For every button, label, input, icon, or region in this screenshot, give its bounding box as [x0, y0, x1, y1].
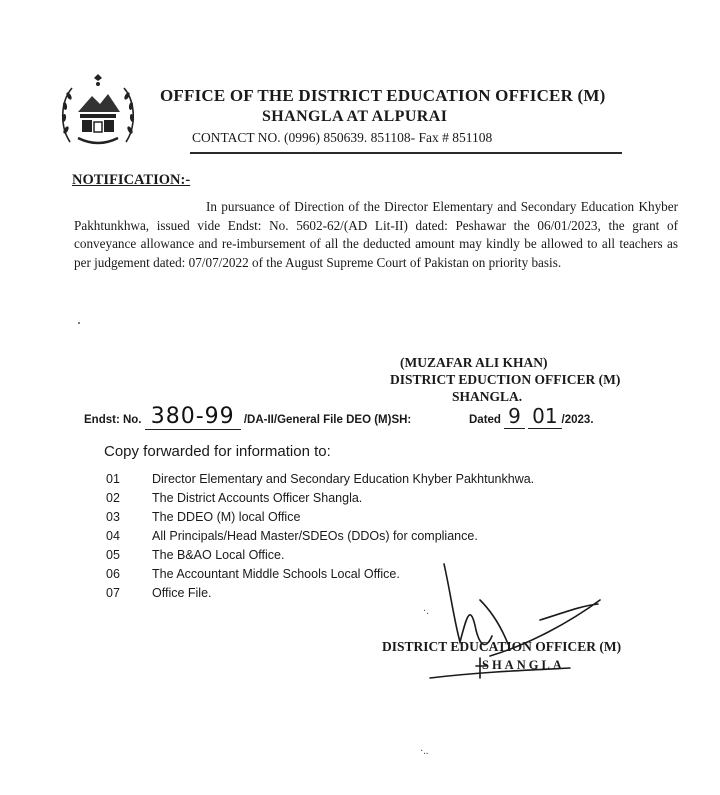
list-item-number: 04: [106, 529, 120, 543]
signatory-designation: DISTRICT EDUCTION OFFICER (M): [390, 372, 621, 387]
list-item-text: Office File.: [152, 586, 212, 600]
footer-signatory-designation: DISTRICT EDUCATION OFFICER (M): [382, 639, 622, 654]
dated-line: [469, 404, 594, 428]
ink-dot: [78, 322, 80, 324]
letterhead-divider: [190, 152, 622, 154]
office-contact: CONTACT NO. (0996) 850639. 851108- Fax # 851108: [192, 130, 493, 145]
endst-suffix: /DA-II/General File DEO (M)SH:: [243, 414, 412, 426]
signatory-place: SHANGLA.: [452, 389, 523, 404]
list-item-text: The B&AO Local Office.: [152, 548, 285, 562]
dated-month-handwritten: 01: [528, 404, 561, 429]
ink-mark: ·.: [423, 606, 429, 617]
footer-signatory-block: [382, 638, 621, 674]
endst-prefix: Endst: No.: [84, 414, 142, 426]
footer-signatory-place: SHANGLA: [482, 658, 565, 672]
dated-year: /2023.: [561, 414, 594, 426]
office-title: OFFICE OF THE DISTRICT EDUCATION OFFICER (M): [160, 86, 606, 105]
list-item-number: 05: [106, 548, 120, 562]
notification-body-rest: Education Khyber Pakhtunkhwa, issued vide Endst: No. 5602-62/(AD Lit-II) dated: Peshawar the 06/01/2023, the grant of conveyance allowance and re-imbursement of all the deducted amount may kindly be allowed to all teachers as per judgement dated: 07/07/2022 of the August Supreme Court of Pakistan on priority basis.: [74, 199, 678, 271]
list-item-text: The District Accounts Officer Shangla.: [152, 491, 363, 505]
list-item-text: The DDEO (M) local Office: [152, 510, 301, 524]
copy-forwarded-heading: Copy forwarded for information to:: [104, 443, 331, 460]
list-item-number: 01: [106, 472, 120, 486]
kpk-emblem-logo: [56, 72, 140, 156]
ink-mark: ·..: [420, 746, 429, 757]
endst-number-handwritten: 380-99: [145, 404, 241, 430]
notification-body-first-line: In pursuance of Direction of the Director Elementary and Secondary: [206, 199, 577, 214]
list-item-text: All Principals/Head Master/SDEOs (DDOs) for compliance.: [152, 529, 478, 543]
list-item-text: The Accountant Middle Schools Local Office.: [152, 567, 400, 581]
signatory-block: [390, 354, 620, 405]
office-location: SHANGLA AT ALPURAI: [262, 108, 448, 125]
list-item-number: 02: [106, 491, 120, 505]
list-item-number: 06: [106, 567, 120, 581]
signatory-name: (MUZAFAR ALI KHAN): [400, 355, 548, 370]
endorsement-line: [84, 404, 411, 429]
dated-day-handwritten: 9: [504, 404, 525, 429]
list-item-number: 07: [106, 586, 120, 600]
dated-label: Dated: [469, 414, 501, 426]
notification-heading: NOTIFICATION:-: [72, 172, 191, 188]
notification-body: [74, 198, 678, 273]
list-item-number: 03: [106, 510, 120, 524]
list-item-text: Director Elementary and Secondary Education Khyber Pakhtunkhwa.: [152, 472, 535, 486]
